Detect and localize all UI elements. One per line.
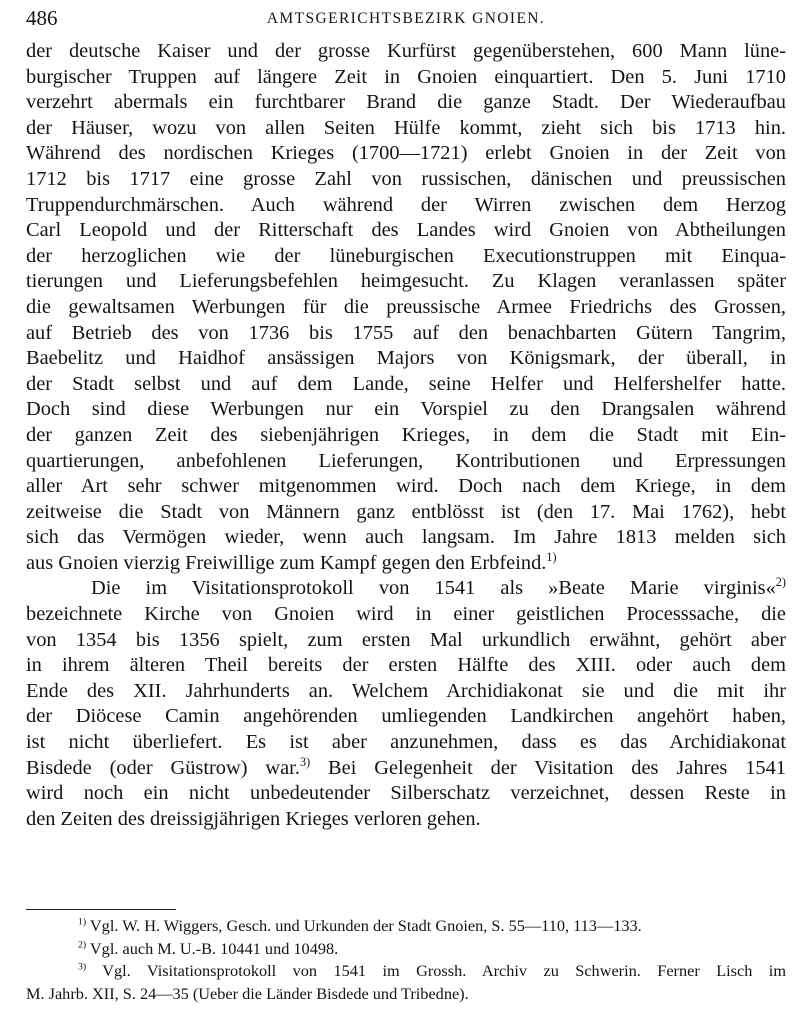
text-line <box>26 756 786 782</box>
text-line <box>26 576 786 602</box>
footnote-marker: 1) <box>78 916 87 928</box>
text-segment: Bei Gelegenheit der Visitation des Jahres 1541 <box>310 756 786 779</box>
running-head: AMTSGERICHTSBEZIRK GNOIEN. <box>266 10 546 27</box>
footnote <box>26 915 786 938</box>
text-line: verzehrt abermals ein furchtbarer Brand die ganze Stadt. Der Wiederaufbau <box>26 91 786 114</box>
text-line: zeitweise die Stadt von Männern ganz entblösst ist (den 17. Mai 1762), hebt <box>26 500 786 523</box>
page-header <box>26 4 786 34</box>
text-line <box>26 551 786 577</box>
text-line: bezeichnete Kirche von Gnoien wird in einer geistlichen Processsache, die <box>26 603 786 626</box>
footnote-ref: 1) <box>546 550 557 565</box>
footnote <box>26 938 786 961</box>
text-line: Truppendurchmärschen. Auch während der Wirren zwischen dem Herzog <box>26 193 786 216</box>
text-line: quartierungen, anbefohlenen Lieferungen, Kontributionen und Erpressungen <box>26 449 786 472</box>
text-line: Während des nordischen Krieges (1700—1721) erlebt Gnoien in der Zeit von <box>26 142 786 165</box>
body-text <box>26 39 786 832</box>
footnote-separator <box>26 909 176 910</box>
text-line: sich das Vermögen wieder, wenn auch langsam. Im Jahre 1813 melden sich <box>26 526 786 549</box>
footnote-ref: 2) <box>775 575 786 590</box>
text-line: der deutsche Kaiser und der grosse Kurfürst gegenüberstehen, 600 Mann lüne- <box>26 40 786 62</box>
footnotes <box>26 915 786 1006</box>
text-line: ist nicht überliefert. Es ist aber anzunehmen, dass es das Archidiakonat <box>26 731 786 754</box>
text-line: Doch sind diese Werbungen nur ein Vorspiel zu den Drangsalen während <box>26 398 786 421</box>
footnote-text: Vgl. Visitationsprotokoll von 1541 im Grossh. Archiv zu Schwerin. Ferner Lisch im <box>102 961 786 981</box>
text-line: in ihrem älteren Theil bereits der ersten Hälfte des XIII. oder auch dem <box>26 654 786 677</box>
text-line: der Stadt selbst und auf dem Lande, seine Helfer und Helfershelfer hatte. <box>26 372 786 395</box>
footnote <box>26 960 786 983</box>
text-line: auf Betrieb des von 1736 bis 1755 auf den benachbarten Gütern Tangrim, <box>26 321 786 344</box>
paragraph <box>26 39 786 576</box>
text-line: Ende des XII. Jahrhunderts an. Welchem Archidiakonat sie und die mit ihr <box>26 679 786 702</box>
text-segment: aus Gnoien vierzig Freiwillige zum Kampf gegen den Erbfeind. <box>26 551 547 574</box>
text-line: der Häuser, wozu von allen Seiten Hülfe kommt, zieht sich bis 1713 hin. <box>26 116 786 139</box>
text-line: der herzoglichen wie der lüneburgischen Executionstruppen mit Einqua- <box>26 244 786 267</box>
text-line: burgischer Truppen auf längere Zeit in Gnoien einquartiert. Den 5. Juni 1710 <box>26 65 786 88</box>
paragraph <box>26 576 786 832</box>
text-line: aller Art sehr schwer mitgenommen wird. Doch nach dem Kriege, in dem <box>26 475 786 498</box>
text-line: wird noch ein nicht unbedeutender Silberschatz verzeichnet, dessen Reste in <box>26 782 786 805</box>
page-number: 486 <box>26 6 58 30</box>
footnote-text: Vgl. W. H. Wiggers, Gesch. und Urkunden der Stadt Gnoien, S. 55—110, 113—133. <box>89 916 642 935</box>
footnote-ref: 3) <box>299 754 311 769</box>
text-line: die gewaltsamen Werbungen für die preussische Armee Friedrichs des Grossen, <box>26 295 786 318</box>
footnote-continuation: M. Jahrb. XII, S. 24—35 (Ueber die Länder Bisdede und Tribedne). <box>26 984 469 1004</box>
text-segment: Bisdede (oder Güstrow) war. <box>26 756 300 779</box>
footnote-text: Vgl. auch M. U.-B. 10441 und 10498. <box>89 938 339 958</box>
text-line: 1712 bis 1717 eine grosse Zahl von russischen, dänischen und preussischen <box>26 167 786 190</box>
text-line: von 1354 bis 1356 spielt, zum ersten Mal urkundlich erwähnt, gehört aber <box>26 628 786 651</box>
text-line: den Zeiten des dreissigjährigen Krieges verloren gehen. <box>26 807 481 830</box>
text-line: tierungen und Lieferungsbefehlen heimgesucht. Zu Klagen veranlassen später <box>26 270 786 293</box>
text-segment: Die im Visitationsprotokoll von 1541 als »Beate Marie virginis« <box>91 577 776 600</box>
footnote-marker: 2) <box>78 939 87 951</box>
text-line: Baebelitz und Haidhof ansässigen Majors von Königsmark, der überall, in <box>26 347 786 370</box>
footnote-marker: 3) <box>78 961 87 973</box>
text-line: Carl Leopold und der Ritterschaft des Landes wird Gnoien von Abtheilungen <box>26 219 786 242</box>
text-line: der Diöcese Camin angehörenden umliegenden Landkirchen angehört haben, <box>26 705 786 728</box>
text-line: der ganzen Zeit des siebenjährigen Krieges, in dem die Stadt mit Ein- <box>26 423 786 446</box>
